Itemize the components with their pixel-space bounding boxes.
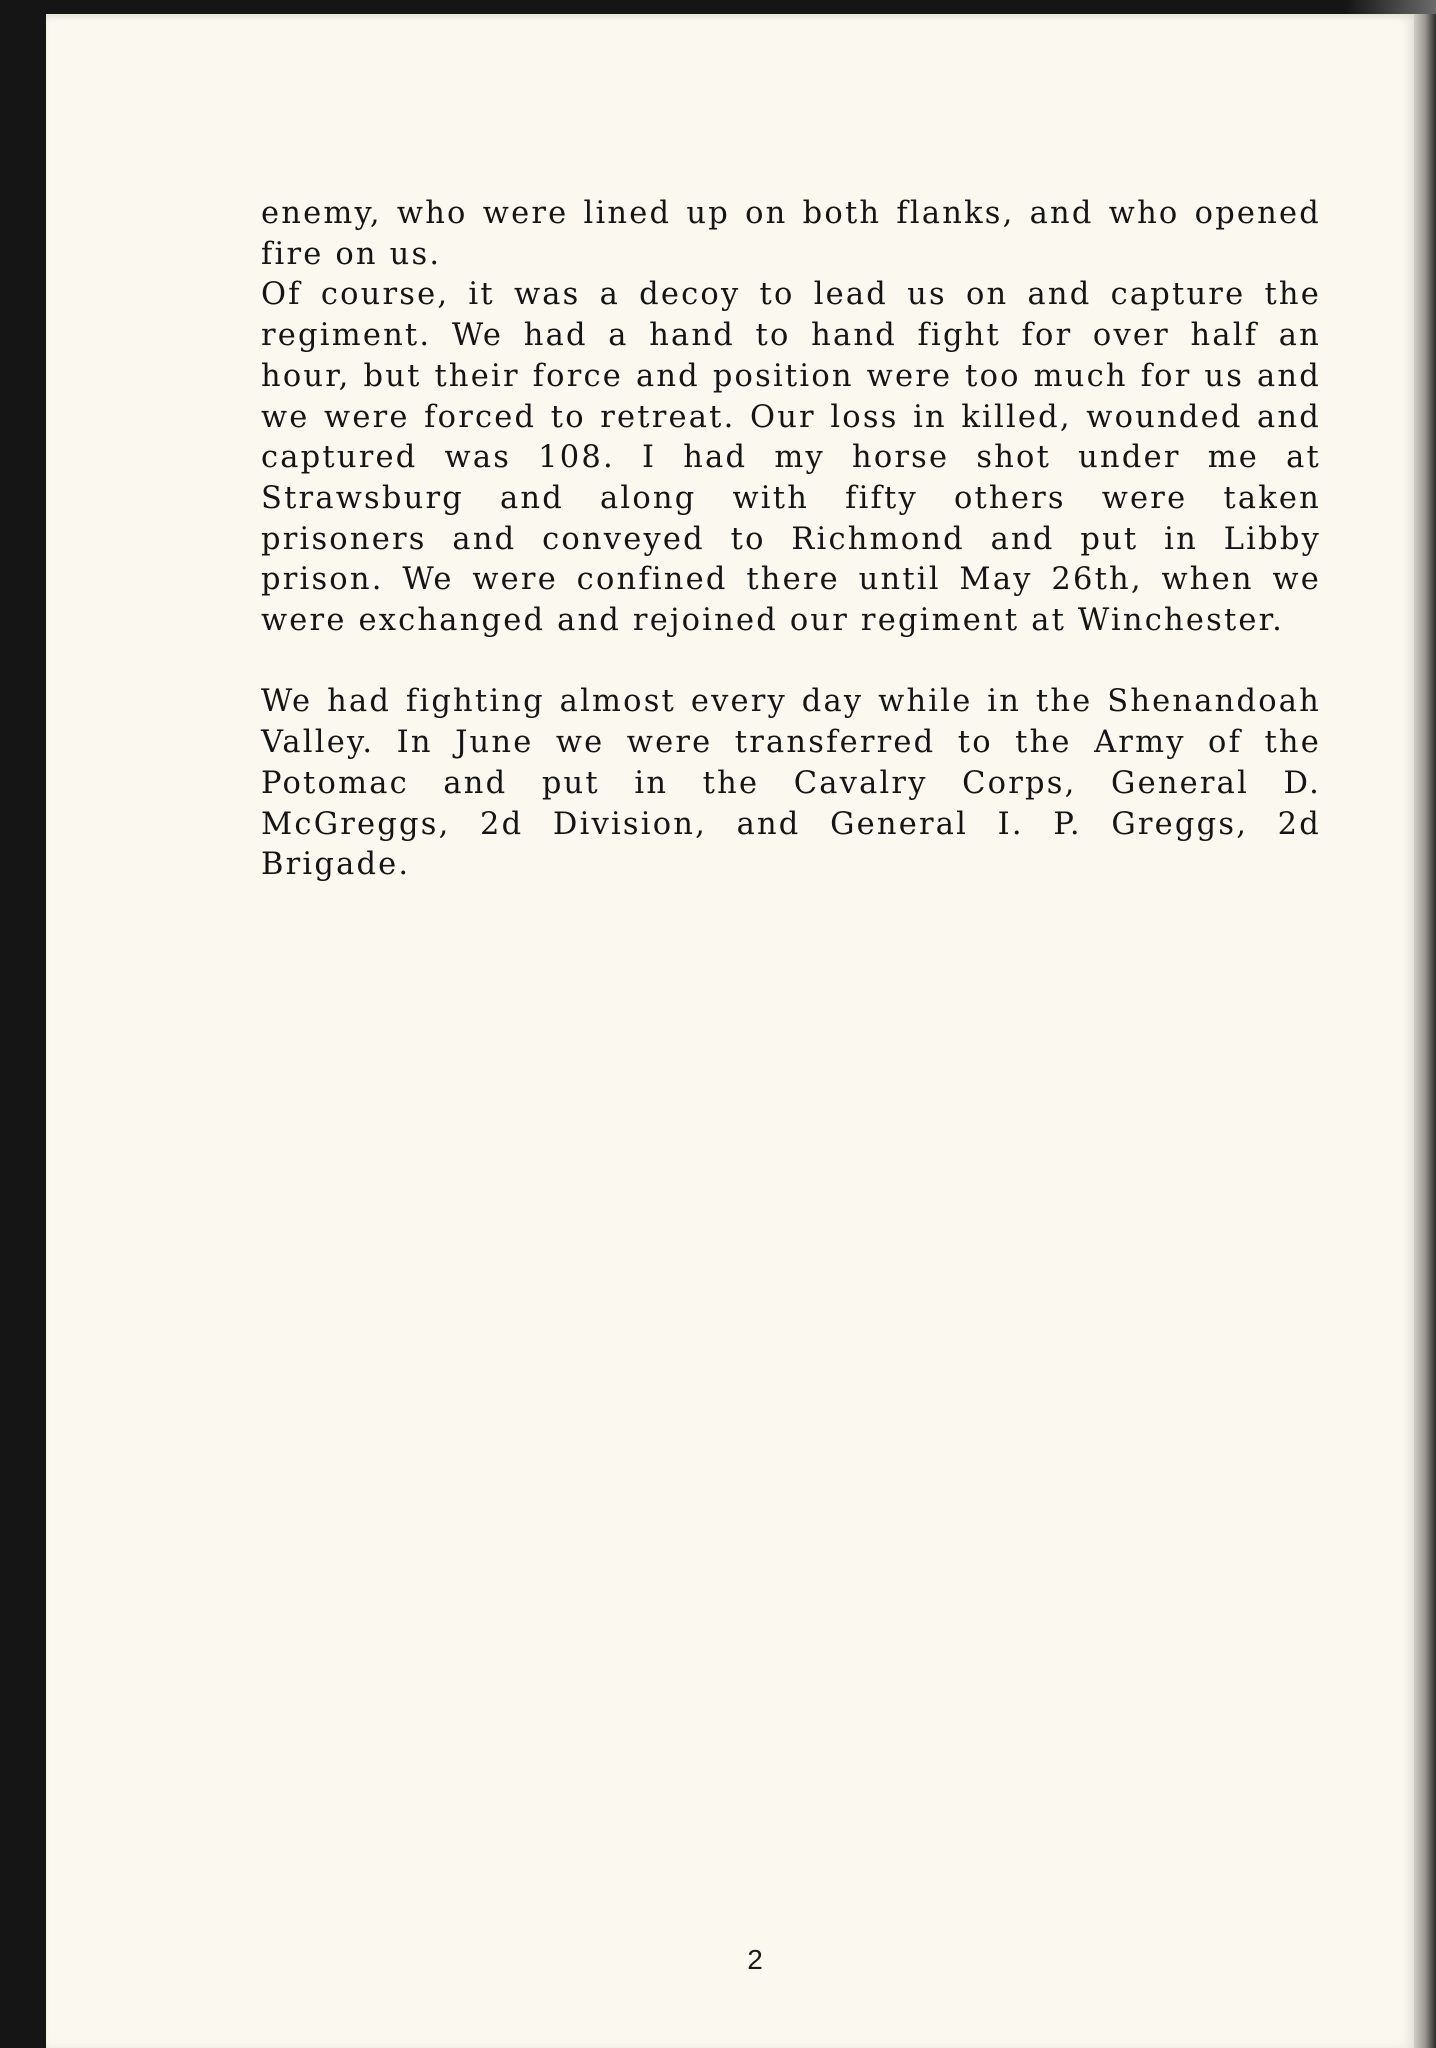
scanner-corner bbox=[1346, 0, 1436, 14]
paper-page bbox=[46, 14, 1414, 2048]
page-number: 2 bbox=[747, 1944, 763, 1975]
paragraph-2: Of course, it was a decoy to lead us on and capture the regiment. We had a hand to hand fight for over half an hour, but their force and position were too much for us and we were forced to retreat. Our loss in killed, wounded and captured was 108. I had my horse shot under me at Strawsburg and along with fifty others were taken prisoners and conveyed to Richmond and put in Libby prison. We were confined there until May 26th, when we were exchanged and rejoined our regiment at Winchester. bbox=[261, 277, 1321, 639]
bleed-through-text bbox=[261, 1014, 1321, 1094]
paragraph-1: enemy, who were lined up on both flanks, and who opened fire on us. bbox=[261, 196, 1321, 272]
paragraph-3: We had fighting almost every day while in the Shenandoah Valley. In June we were transferred to the Army of the Potomac and put in the Cavalry Corps, General D. McGreggs, 2d Division, and General I. P. Greggs, 2d Brigade. bbox=[261, 684, 1321, 883]
body-text bbox=[261, 194, 1321, 886]
page-edge-shadow bbox=[1414, 0, 1436, 2048]
